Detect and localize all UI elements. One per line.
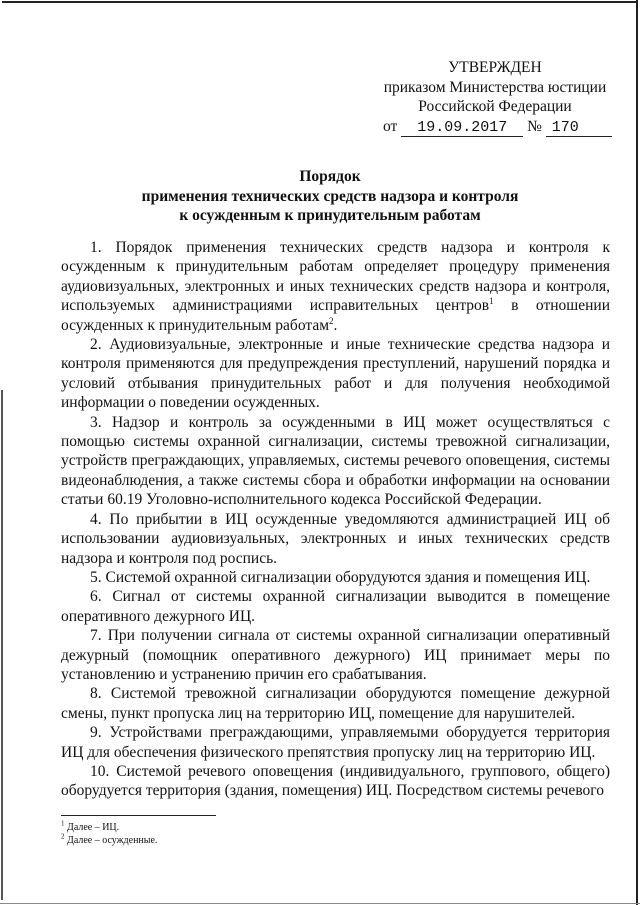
paragraph-2: 2. Аудиовизуальные, электронные и иные технические средства надзора и контроля применяются для предупреждения преступлений, нарушений порядка и условий отбывания принудительных работ и для получения необходимой информации о поведении осужденных. xyxy=(61,336,610,412)
title-line-1: Порядок xyxy=(299,168,361,185)
paragraph-10: 10. Системой речевого оповещения (индивидуального, группового, общего) оборудуется территория (здания, помещения) ИЦ. Посредством системы речевого xyxy=(61,762,610,800)
paragraph-6: 6. Сигнал от системы охранной сигнализации выводится в помещение оперативного дежурного ИЦ. xyxy=(61,588,610,625)
footnote-1 xyxy=(61,819,157,835)
footnote-2 xyxy=(61,832,158,848)
paragraph-1 xyxy=(61,238,610,335)
approval-federation-line: Российской Федерации xyxy=(418,98,572,115)
number-label: № xyxy=(527,117,542,135)
footnote-mark-1: 1 xyxy=(61,819,65,828)
paragraph-1-text-a: 1. Порядок применения технических средств надзора и контроля к осужденным к принудительным работам определяет процедуру применения аудиовизуальных, электронных и иных технических средств надзора и контроля, используемых администрациями исправительных центров xyxy=(61,239,610,315)
document-body xyxy=(61,238,610,801)
paragraph-3: 3. Надзор и контроль за осужденными в ИЦ может осуществляться с помощью системы охранной сигнализации, системы тревожной сигнализации, устройств преграждающих, управляемых, системы речевого оповещения, системы видеонаблюдения, а также системы сбора и обработки информации на основании статьи 60.19 Уголовно-исполнительного кодекса Российской Федерации. xyxy=(61,413,610,509)
order-date: 19.09.2017 xyxy=(401,119,523,137)
page-border-left xyxy=(1,390,3,900)
footnote-ref-1: 1 xyxy=(489,296,494,307)
title-line-2: применения технических средств надзора и контроля xyxy=(141,187,519,205)
footnotes xyxy=(61,819,158,847)
order-number: 170 xyxy=(546,119,612,137)
footnote-ref-2: 2 xyxy=(329,315,334,326)
paragraph-1-text-c: . xyxy=(333,316,338,334)
paragraph-1-text-b: в отношении осужденных к принудительным работам xyxy=(61,297,610,334)
approval-heading: УТВЕРЖДЕН xyxy=(448,59,542,76)
paragraph-7: 7. При получении сигнала от системы охранной сигнализации оперативный дежурный (помощник оперативного дежурного) ИЦ принимает меры по установлению и устранению причин его срабатывания. xyxy=(61,627,610,683)
page-border-bottom xyxy=(0,903,640,904)
document-title xyxy=(60,167,600,226)
footnote-mark-2: 2 xyxy=(61,832,65,841)
paragraph-8: 8. Системой тревожной сигнализации оборудуются помещение дежурной смены, пункт пропуска лиц на территорию ИЦ, помещение для нарушителей. xyxy=(61,685,610,722)
page-border-top xyxy=(2,1,638,3)
paragraph-4: 4. По прибытии в ИЦ осужденные уведомляются администрацией ИЦ об использовании аудиовизуальных, электронных и иных технических средств надзора и контроля под роспись. xyxy=(61,510,610,567)
title-line-3: к осужденным к принудительным работам xyxy=(179,207,481,224)
from-label: от xyxy=(383,117,398,135)
page-border-right xyxy=(636,0,638,905)
approval-stamp xyxy=(360,58,630,137)
approval-date-line xyxy=(360,117,630,137)
paragraph-9: 9. Устройствами преграждающими, управляемыми оборудуется территория ИЦ для обеспечения физического препятствия пропуску лиц на территорию ИЦ. xyxy=(61,724,610,761)
footnote-text-1: Далее – ИЦ. xyxy=(64,822,120,833)
footnote-separator xyxy=(61,815,216,816)
paragraph-5: 5. Системой охранной сигнализации оборудуются здания и помещения ИЦ. xyxy=(90,568,591,586)
approval-order-line: приказом Министерства юстиции xyxy=(383,78,607,96)
footnote-text-2: Далее – осужденные. xyxy=(64,834,158,846)
